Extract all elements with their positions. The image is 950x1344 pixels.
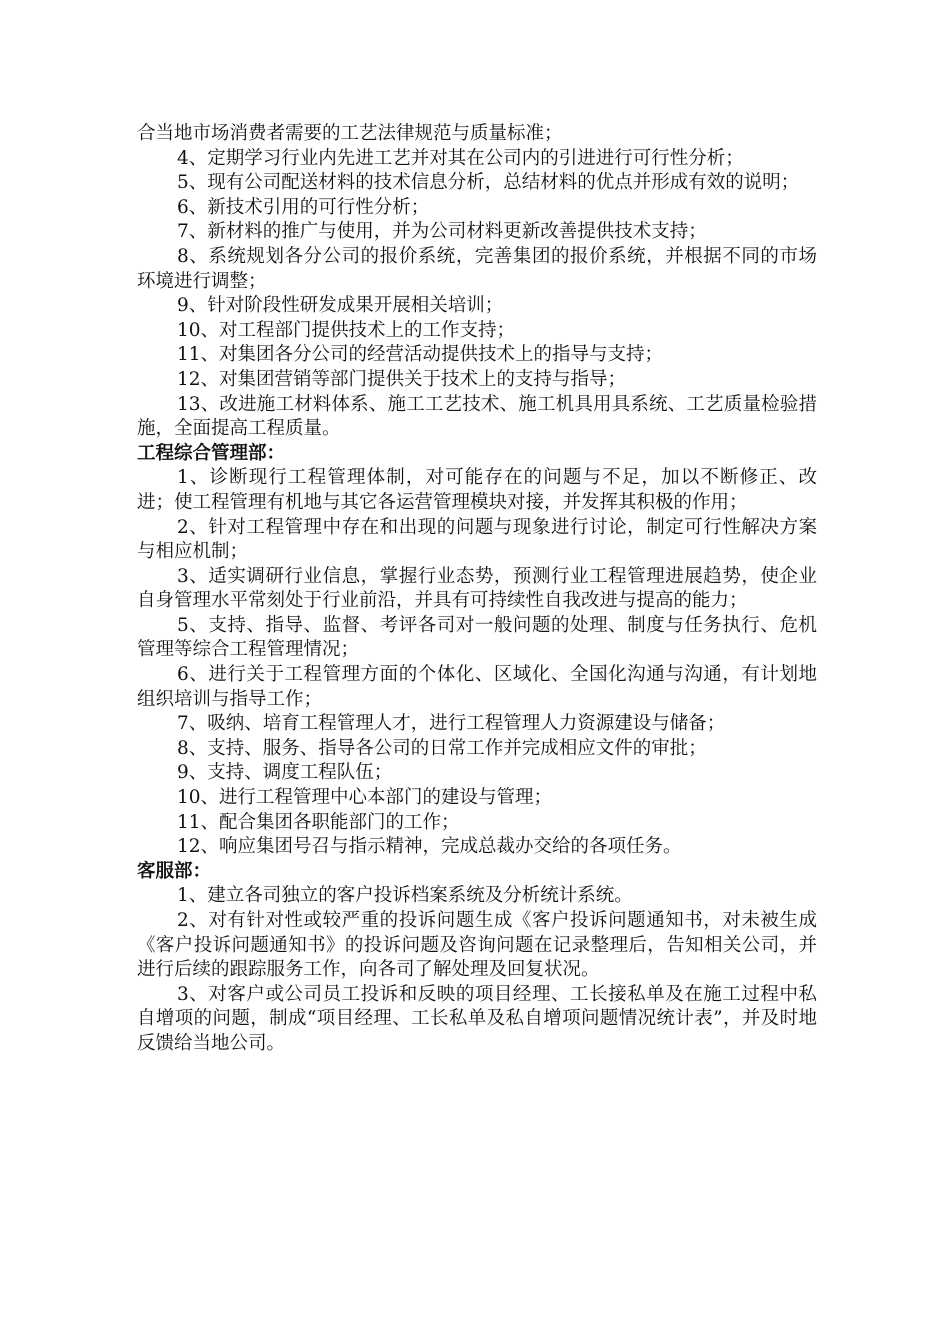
section-heading-customer-service: 客服部： [137, 860, 212, 882]
list-item: 7、吸纳、培育工程管理人才，进行工程管理人力资源建设与储备； [177, 713, 726, 735]
section-heading-engineering: 工程综合管理部： [137, 442, 286, 464]
list-item: 6、新技术引用的可行性分析； [177, 196, 430, 218]
list-item: 2、针对工程管理中存在和出现的问题与现象进行讨论，制定可行性解决方案与相应机制； [137, 516, 817, 563]
list-item: 8、支持、服务、指导各公司的日常工作并完成相应文件的审批； [177, 737, 707, 759]
list-item: 3、对客户或公司员工投诉和反映的项目经理、工长接私单及在施工过程中私自增项的问题，制成“项目经理、工长私单及私自增项问题情况统计表”，并及时地反馈给当地公司。 [137, 983, 817, 1054]
list-item: 3、适实调研行业信息，掌握行业态势，预测行业工程管理进展趋势，使企业自身管理水平常刻处于行业前沿，并具有可持续性自我改进与提高的能力； [137, 565, 817, 612]
list-item: 1、建立各司独立的客户投诉档案系统及分析统计系统。 [177, 885, 633, 907]
list-item: 5、现有公司配送材料的技术信息分析，总结材料的优点并形成有效的说明； [177, 172, 800, 194]
paragraph-continuation: 合当地市场消费者需要的工艺法律规范与质量标准； [137, 123, 563, 144]
list-item: 1、诊断现行工程管理体制，对可能存在的问题与不足，加以不断修正、改进；使工程管理有机地与其它各运营管理模块对接，并发挥其积极的作用； [137, 467, 817, 513]
list-item: 7、新材料的推广与使用，并为公司材料更新改善提供技术支持； [177, 221, 707, 243]
list-item: 4、定期学习行业内先进工艺并对其在公司内的引进进行可行性分析； [177, 147, 744, 169]
list-item: 2、对有针对性或较严重的投诉问题生成《客户投诉问题通知书，对未被生成 《客户投诉问题通知书》的投诉问题及咨询问题在记录整理后，告知相关公司，并进行后续的跟踪服务工作，向各司了解处理及回复状况。 [137, 910, 817, 981]
list-item: 5、支持、指导、监督、考评各司对一般问题的处理、制度与任务执行、危机管理等综合工程管理情况； [137, 614, 817, 661]
list-item: 12、响应集团号召与指示精神，完成总裁办交给的各项任务。 [177, 836, 682, 858]
list-item: 6、进行关于工程管理方面的个体化、区域化、全国化沟通与沟通，有计划地组织培训与指导工作； [137, 664, 817, 710]
list-item: 8、系统规划各分公司的报价系统，完善集团的报价系统，并根据不同的市场环境进行调整； [137, 245, 817, 292]
list-item: 13、改进施工材料体系、施工工艺技术、施工机具用具系统、工艺质量检验措施，全面提高工程质量。 [137, 393, 817, 440]
list-item: 11、配合集团各职能部门的工作； [177, 811, 460, 833]
list-item: 9、支持、调度工程队伍； [177, 762, 393, 784]
list-item: 11、对集团各分公司的经营活动提供技术上的指导与支持； [177, 344, 664, 366]
list-item: 10、进行工程管理中心本部门的建设与管理； [177, 787, 553, 809]
list-item: 9、针对阶段性研发成果开展相关培训； [177, 295, 504, 317]
list-item: 12、对集团营销等部门提供关于技术上的支持与指导； [177, 368, 627, 390]
list-item: 10、对工程部门提供技术上的工作支持； [177, 319, 516, 341]
document-page [137, 122, 817, 1057]
